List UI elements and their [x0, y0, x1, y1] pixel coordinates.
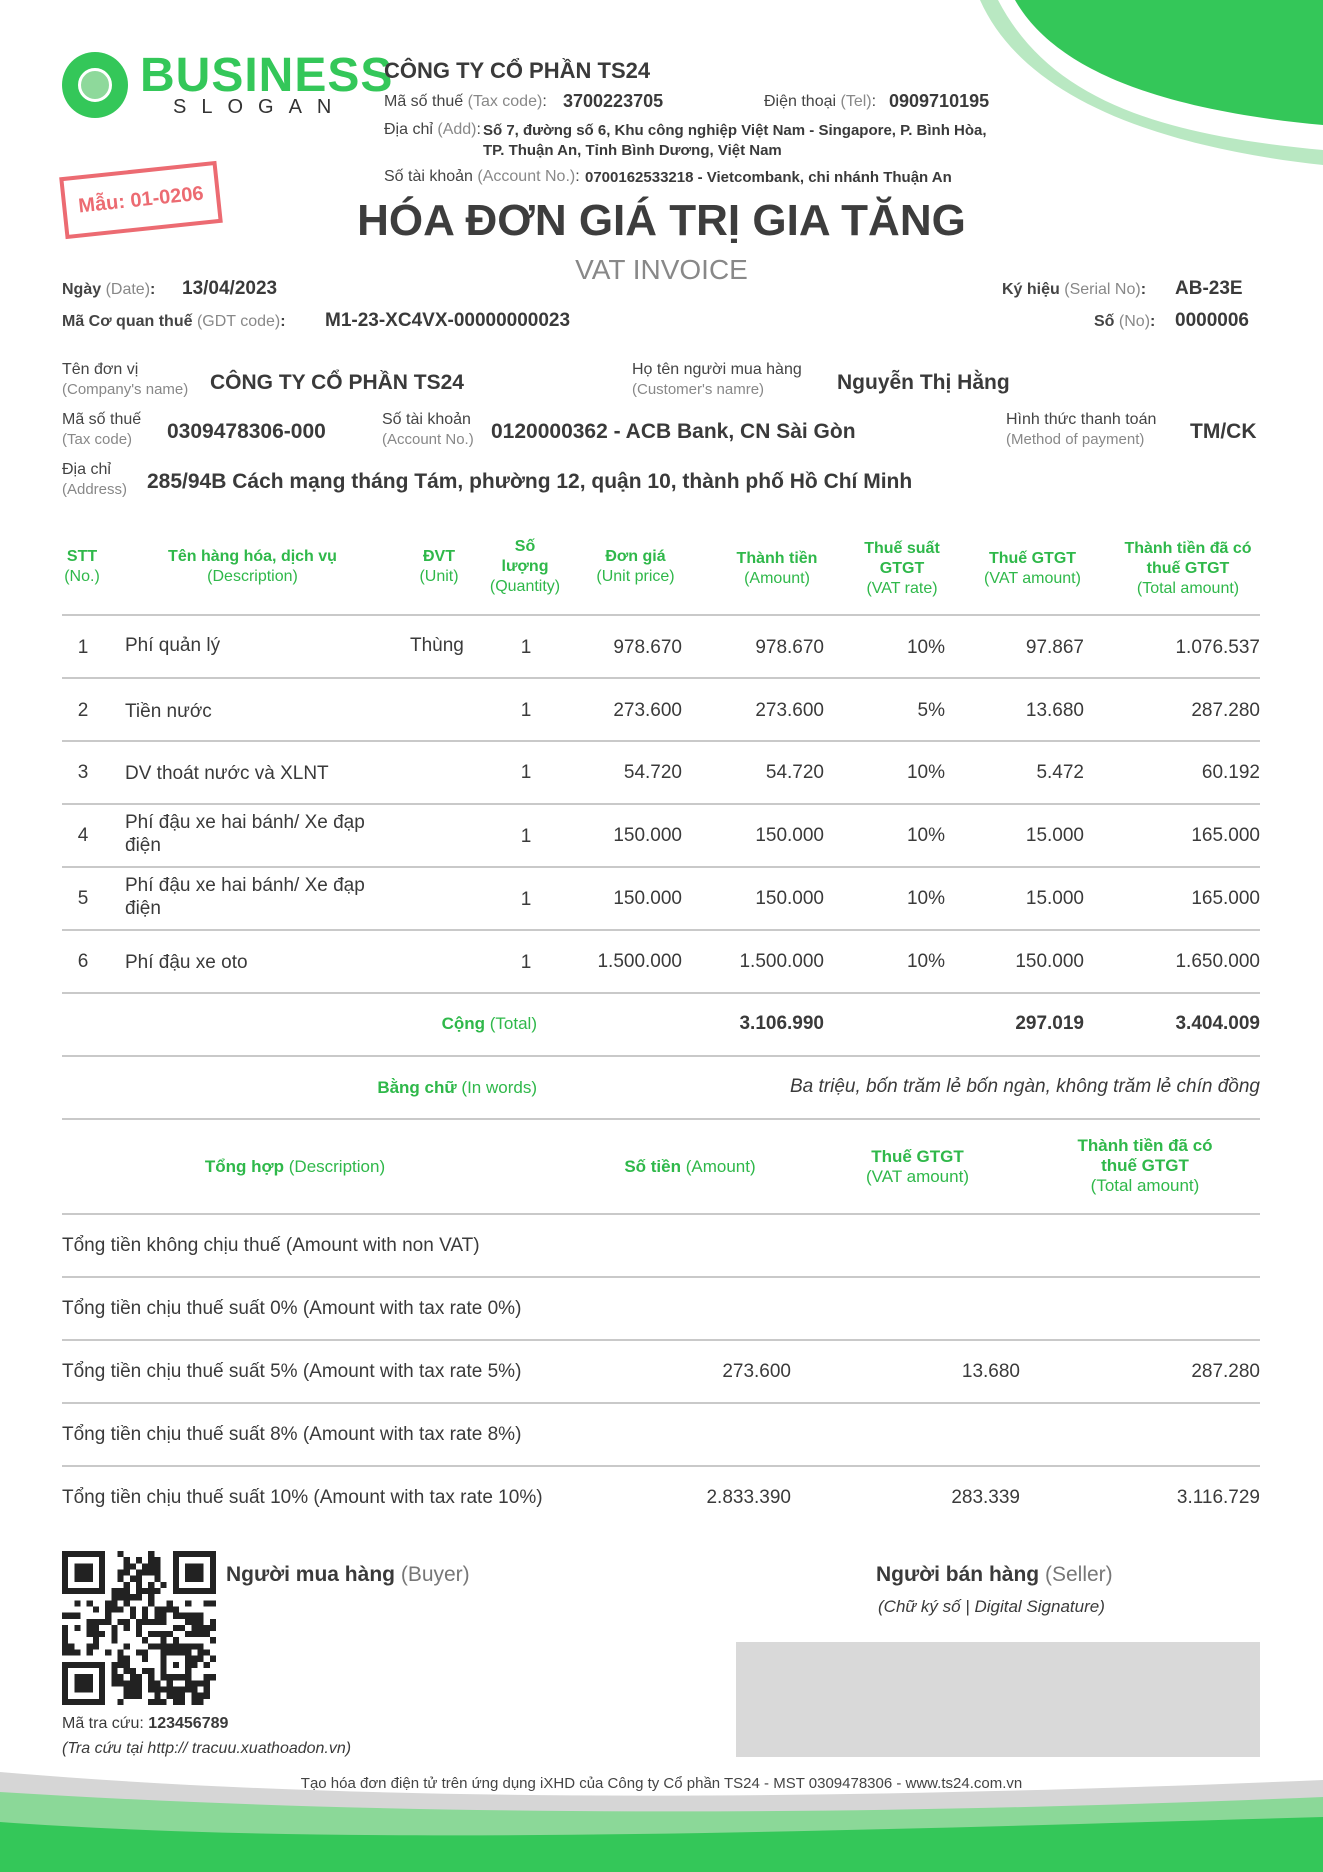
serial-label-en: (Serial No)	[1064, 281, 1141, 298]
seller-address-1: Số 7, đường số 6, Khu công nghiệp Việt Nam - Singapore, P. Bình Hòa,	[483, 122, 987, 139]
col-total-en: (Total amount)	[1136, 580, 1240, 597]
table-divider	[62, 1465, 1260, 1467]
col-qty-vi-2: lượng	[501, 558, 549, 575]
summary-desc-en: (Description)	[288, 1157, 386, 1176]
summary-row-total: 3.116.729	[1176, 1487, 1260, 1508]
col-header-quantity	[478, 537, 572, 597]
summary-row-label: Tổng tiền chịu thuế suất 0% (Amount with tax rate 0%)	[62, 1298, 522, 1319]
buyer-sign-en: (Buyer)	[400, 1563, 470, 1586]
summary-vat-en: (VAT amount)	[866, 1167, 969, 1186]
sig-note-en: Digital Signature)	[974, 1597, 1105, 1616]
table-divider	[62, 992, 1260, 994]
item-amount: 978.670	[755, 637, 824, 658]
table-divider	[62, 1055, 1260, 1057]
buyer-signature-label	[226, 1563, 470, 1587]
table-divider	[62, 1402, 1260, 1404]
invoice-number: 0000006	[1175, 310, 1249, 331]
item-no: 2	[77, 700, 89, 721]
summary-total-vi-2: thuế GTGT	[1101, 1156, 1189, 1175]
number-label-en: (No)	[1118, 313, 1151, 330]
buyer-acct-label-en: (Account No.)	[382, 431, 474, 448]
item-no: 5	[77, 888, 89, 909]
summary-row-label: Tổng tiền không chịu thuế (Amount with non VAT)	[62, 1235, 480, 1256]
col-price-vi: Đơn giá	[605, 548, 666, 565]
buyer-address: 285/94B Cách mạng tháng Tám, phường 12, quận 10, thành phố Hồ Chí Minh	[147, 470, 913, 493]
table-divider	[62, 1118, 1260, 1120]
item-vat-amount: 13.680	[1025, 700, 1084, 721]
buyer-sign-vi: Người mua hàng	[226, 1563, 395, 1586]
total-amount: 3.106.990	[739, 1013, 824, 1034]
seller-tax-code: 3700223705	[563, 91, 664, 111]
summary-total-vi-1: Thành tiền đã có	[1077, 1136, 1213, 1155]
buyer-account: 0120000362 - ACB Bank, CN Sài Gòn	[491, 420, 856, 443]
brand-name: BUSINESS	[140, 49, 394, 102]
invoice-date: 13/04/2023	[182, 278, 278, 299]
number-label: Số	[1094, 313, 1115, 330]
buyer-tax-label-en: (Tax code)	[62, 431, 133, 448]
buyer-customer-label-vi: Họ tên người mua hàng	[632, 361, 802, 378]
col-stt-vi: STT	[66, 548, 98, 565]
item-no: 6	[77, 951, 89, 972]
buyer-tax-label-vi: Mã số thuế	[62, 411, 142, 428]
buyer-payment-method: TM/CK	[1190, 420, 1257, 443]
seller-account: 0700162533218 - Vietcombank, chi nhánh Thuận An	[585, 169, 952, 186]
col-vat-vi: Thuế GTGT	[988, 550, 1077, 567]
gdt-label-group: Mã Cơ quan thuế (GDT code):	[62, 313, 286, 330]
col-amount-en: (Amount)	[744, 570, 810, 587]
buyer-company-label-vi: Tên đơn vị	[62, 361, 139, 378]
seller-addr-label-en: (Add)	[437, 121, 477, 138]
seller-account-line: Số tài khoản (Account No.):	[384, 168, 580, 185]
seller-tel-line: Điện thoại (Tel):	[764, 93, 877, 110]
col-header-vat-rate	[842, 539, 962, 599]
brand-logo-icon	[62, 52, 128, 118]
seller-sign-en: (Seller)	[1044, 1563, 1113, 1586]
seller-acct-label-en: (Account No.)	[477, 168, 576, 185]
item-unit-price: 150.000	[613, 825, 682, 846]
gdt-code: M1-23-XC4VX-00000000023	[325, 310, 571, 331]
col-header-unit	[400, 547, 478, 587]
table-divider	[62, 803, 1260, 805]
buyer-company-label	[62, 361, 188, 398]
col-header-stt	[52, 547, 112, 587]
serial-label: Ký hiệu	[1002, 281, 1060, 298]
buyer-company-label-en: (Company's name)	[62, 381, 189, 398]
gdt-label-en: (GDT code)	[196, 313, 281, 330]
item-total: 1.076.537	[1175, 637, 1260, 658]
serial-label-group: Ký hiệu (Serial No):	[1002, 281, 1147, 298]
summary-col-vat	[840, 1147, 995, 1187]
header-swoosh-decoration	[960, 0, 1323, 170]
brand-slogan: SLOGAN	[173, 96, 347, 118]
col-header-total-amount	[1108, 539, 1268, 599]
total-label-en: (Total)	[489, 1014, 537, 1033]
item-total: 165.000	[1191, 888, 1260, 909]
summary-amount-vi: Số tiền	[624, 1157, 681, 1176]
item-vat-rate: 10%	[906, 825, 945, 846]
summary-row-total: 287.280	[1191, 1361, 1260, 1382]
lookup-url[interactable]: (Tra cứu tại http:// tracuu.xuathoadon.vn)	[62, 1740, 352, 1757]
col-header-amount	[712, 549, 842, 589]
summary-row-vat: 283.339	[951, 1487, 1020, 1508]
item-no: 3	[77, 762, 89, 783]
item-vat-rate: 10%	[906, 951, 945, 972]
table-divider	[62, 1339, 1260, 1341]
item-description: Phí đậu xe hai bánh/ Xe đạp	[125, 875, 365, 896]
item-vat-amount: 5.472	[1036, 762, 1084, 783]
seller-tax-label-en: (Tax code)	[467, 93, 543, 110]
summary-col-total	[1060, 1136, 1230, 1196]
item-total: 60.192	[1201, 762, 1260, 783]
col-header-vat-amount	[970, 549, 1095, 589]
buyer-customer-name: Nguyễn Thị Hằng	[837, 371, 1010, 394]
col-header-description	[130, 547, 375, 587]
item-vat-amount: 150.000	[1015, 951, 1084, 972]
seller-company-name: CÔNG TY CỔ PHẦN TS24	[384, 58, 651, 83]
summary-row-label: Tổng tiền chịu thuế suất 5% (Amount with tax rate 5%)	[62, 1361, 522, 1382]
table-divider	[62, 677, 1260, 679]
seller-tel-label: Điện thoại	[764, 93, 837, 110]
table-divider	[62, 866, 1260, 868]
seller-signature-label	[876, 1563, 1113, 1587]
item-amount: 273.600	[755, 700, 824, 721]
in-words-label	[300, 1078, 537, 1098]
col-stt-en: (No.)	[64, 568, 100, 585]
item-total: 1.650.000	[1175, 951, 1260, 972]
lookup-code[interactable]: 123456789	[148, 1715, 229, 1732]
col-header-unit-price	[578, 547, 693, 587]
buyer-tax-label	[62, 411, 141, 448]
summary-total-en: (Total amount)	[1090, 1176, 1200, 1195]
col-total-vi-2: thuế GTGT	[1146, 560, 1230, 577]
form-template-stamp: Mẫu: 01-0206	[59, 161, 223, 239]
date-label-group: Ngày (Date):	[62, 281, 156, 298]
table-divider	[62, 1213, 1260, 1215]
col-rate-en: (VAT rate)	[866, 580, 938, 597]
item-unit-price: 1.500.000	[597, 951, 682, 972]
table-divider	[62, 929, 1260, 931]
digital-signature-box	[736, 1642, 1260, 1757]
item-vat-rate: 10%	[906, 888, 945, 909]
seller-tax-label: Mã số thuế	[384, 93, 464, 110]
seller-acct-label: Số tài khoản	[384, 168, 473, 185]
item-no: 4	[77, 825, 89, 846]
item-vat-amount: 15.000	[1025, 825, 1084, 846]
summary-row-amount: 273.600	[722, 1361, 791, 1382]
buyer-customer-label-en: (Customer's namre)	[632, 381, 765, 398]
table-divider	[62, 1276, 1260, 1278]
buyer-account-label	[382, 411, 474, 448]
col-rate-vi-2: GTGT	[879, 560, 925, 577]
item-total: 287.280	[1191, 700, 1260, 721]
summary-vat-vi: Thuế GTGT	[871, 1147, 964, 1166]
item-quantity: 1	[520, 826, 532, 847]
total-with-vat: 3.404.009	[1175, 1013, 1260, 1034]
serial-no: AB-23E	[1175, 278, 1243, 299]
col-desc-en: (Description)	[207, 568, 298, 585]
buyer-pay-label-vi: Hình thức thanh toán	[1006, 411, 1157, 428]
summary-row-label: Tổng tiền chịu thuế suất 8% (Amount with tax rate 8%)	[62, 1424, 522, 1445]
item-no: 1	[77, 637, 89, 658]
item-amount: 150.000	[755, 825, 824, 846]
buyer-addr-label-vi: Địa chỉ	[62, 461, 111, 478]
lookup-code-label: Mã tra cứu:	[62, 1715, 144, 1732]
item-description-cont: điện	[125, 898, 161, 919]
total-label	[380, 1014, 537, 1034]
qr-code-icon[interactable]	[62, 1551, 216, 1705]
buyer-customer-label	[632, 361, 802, 398]
gdt-label: Mã Cơ quan thuế	[62, 313, 193, 330]
invoice-subtitle: VAT INVOICE	[575, 254, 748, 285]
in-words-label-vi: Bằng chữ	[377, 1078, 457, 1097]
item-quantity: 1	[520, 637, 532, 658]
col-rate-vi-1: Thuế suất	[864, 540, 940, 557]
col-qty-vi-1: Số	[514, 538, 536, 555]
date-label: Ngày	[62, 281, 102, 298]
seller-tax-line: Mã số thuế (Tax code):	[384, 93, 547, 110]
total-vat: 297.019	[1015, 1013, 1084, 1034]
item-unit-price: 54.720	[623, 762, 682, 783]
item-description: Phí quản lý	[125, 635, 221, 656]
col-vat-en: (VAT amount)	[984, 570, 1081, 587]
item-description: Tiền nước	[125, 701, 212, 722]
col-qty-en: (Quantity)	[489, 578, 561, 595]
buyer-tax-code: 0309478306-000	[167, 420, 326, 443]
summary-row-label: Tổng tiền chịu thuế suất 10% (Amount with tax rate 10%)	[62, 1487, 543, 1508]
item-quantity: 1	[520, 762, 532, 783]
total-label-vi: Cộng	[441, 1014, 486, 1033]
item-description: Phí đậu xe hai bánh/ Xe đạp	[125, 812, 365, 833]
item-quantity: 1	[520, 889, 532, 910]
date-label-en: (Date)	[105, 281, 151, 298]
item-vat-rate: 10%	[906, 637, 945, 658]
seller-address-line: Địa chỉ (Add):	[384, 121, 481, 138]
seller-sign-vi: Người bán hàng	[876, 1563, 1040, 1586]
buyer-pay-label-en: (Method of payment)	[1006, 431, 1145, 448]
item-unit-price: 273.600	[613, 700, 682, 721]
col-amount-vi: Thành tiền	[736, 550, 818, 567]
buyer-payment-label	[1006, 411, 1156, 448]
digital-signature-note: (Chữ ký số | Digital Signature)	[878, 1597, 1105, 1616]
invoice-title: HÓA ĐƠN GIÁ TRỊ GIA TĂNG	[357, 196, 966, 245]
item-amount: 1.500.000	[739, 951, 824, 972]
item-vat-amount: 97.867	[1025, 637, 1084, 658]
item-description: DV thoát nước và XLNT	[125, 763, 329, 784]
item-vat-rate: 10%	[906, 762, 945, 783]
item-quantity: 1	[520, 952, 532, 973]
item-vat-amount: 15.000	[1025, 888, 1084, 909]
item-description: Phí đậu xe oto	[125, 952, 248, 973]
item-vat-rate: 5%	[917, 700, 945, 721]
summary-row-vat: 13.680	[961, 1361, 1020, 1382]
seller-addr-label: Địa chỉ	[384, 121, 433, 138]
buyer-acct-label-vi: Số tài khoản	[382, 411, 471, 428]
number-label-group: Số (No):	[1094, 313, 1156, 330]
item-unit-price: 150.000	[613, 888, 682, 909]
col-total-vi-1: Thành tiền đã có	[1124, 540, 1252, 557]
seller-address-2: TP. Thuận An, Tỉnh Bình Dương, Việt Nam	[483, 142, 782, 159]
summary-col-amount	[580, 1157, 800, 1177]
table-divider	[62, 614, 1260, 616]
in-words-label-en: (In words)	[461, 1078, 537, 1097]
item-unit-price: 978.670	[613, 637, 682, 658]
amount-in-words: Ba triệu, bốn trăm lẻ bốn ngàn, không trăm lẻ chín đồng	[789, 1076, 1260, 1097]
item-description-cont: điện	[125, 835, 161, 856]
summary-amount-en: (Amount)	[685, 1157, 756, 1176]
summary-col-description	[130, 1157, 460, 1177]
col-desc-vi: Tên hàng hóa, dịch vụ	[168, 548, 337, 565]
buyer-addr-label-en: (Address)	[62, 481, 128, 498]
summary-desc-vi: Tổng hợp	[204, 1157, 285, 1176]
table-divider	[62, 740, 1260, 742]
col-unit-vi: ĐVT	[423, 548, 455, 565]
seller-tel: 0909710195	[889, 91, 990, 111]
item-amount: 150.000	[755, 888, 824, 909]
item-total: 165.000	[1191, 825, 1260, 846]
item-quantity: 1	[520, 700, 532, 721]
col-price-en: (Unit price)	[596, 568, 675, 585]
seller-tel-label-en: (Tel)	[840, 93, 872, 110]
col-unit-en: (Unit)	[419, 568, 459, 585]
lookup-code-line	[62, 1715, 228, 1733]
item-unit: Thùng	[410, 635, 464, 656]
buyer-company-name: CÔNG TY CỔ PHẦN TS24	[210, 371, 464, 394]
item-amount: 54.720	[765, 762, 824, 783]
summary-row-amount: 2.833.390	[706, 1487, 791, 1508]
footer-note: Tạo hóa đơn điện tử trên ứng dụng iXHD của Công ty Cổ phần TS24 - MST 0309478306 - www.ts24.com.vn	[300, 1775, 1023, 1792]
buyer-address-label	[62, 461, 127, 498]
sig-note-vi: (Chữ ký số	[878, 1597, 961, 1616]
